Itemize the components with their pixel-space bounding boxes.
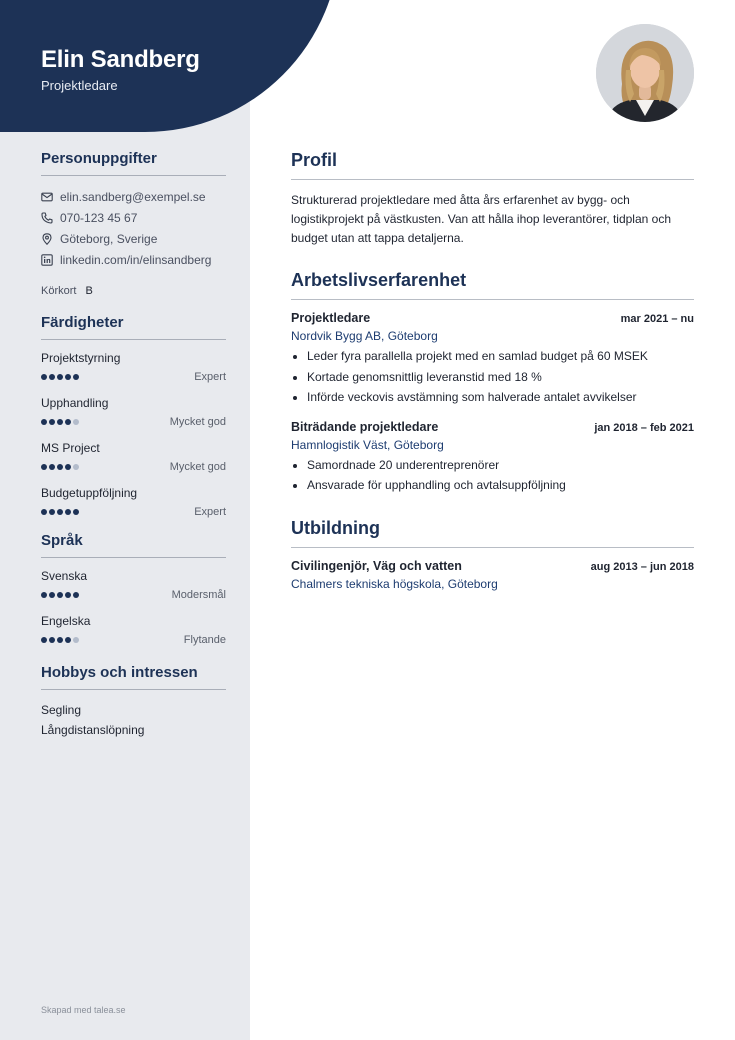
language-item — [41, 613, 226, 650]
profile-heading: Profil — [291, 150, 694, 180]
rating-dot-filled — [49, 374, 55, 380]
hobbies-heading: Hobbys och intressen — [41, 664, 226, 690]
mail-icon — [41, 191, 53, 203]
rating-dot-filled — [73, 592, 79, 598]
rating-dot-filled — [65, 419, 71, 425]
language-name: Svenska — [41, 569, 88, 583]
job-bullets — [291, 346, 694, 408]
experience-heading: Arbetslivserfarenhet — [291, 270, 694, 300]
rating-dots — [41, 419, 79, 425]
rating-dots — [41, 509, 79, 515]
license-value: B — [85, 285, 93, 297]
rating-dot-filled — [65, 592, 71, 598]
job-company: Nordvik Bygg AB, Göteborg — [291, 329, 438, 343]
rating-dot-filled — [41, 374, 47, 380]
rating-dot-filled — [73, 509, 79, 515]
contact-linkedin[interactable] — [41, 249, 226, 270]
drivers-license — [41, 282, 226, 300]
job-title: Projektledare — [291, 311, 371, 325]
rating-dot-filled — [41, 419, 47, 425]
skill-level: Mycket god — [169, 461, 226, 473]
languages-heading: Språk — [41, 532, 226, 558]
rating-dot-filled — [73, 374, 79, 380]
rating-dot-empty — [73, 464, 79, 470]
skill-level: Mycket god — [169, 416, 226, 428]
rating-dot-filled — [41, 637, 47, 643]
skill-item — [41, 440, 226, 477]
degree-title: Civilingenjör, Väg och vatten — [291, 558, 462, 573]
rating-dot-filled — [57, 419, 63, 425]
profile-photo — [596, 24, 694, 122]
education-dates: aug 2013 – jun 2018 — [590, 560, 694, 573]
rating-dot-filled — [49, 509, 55, 515]
profile-summary: Strukturerad projektledare med åtta års erfarenhet av bygg- och logistikprojekt på västkusten. Van att hålla ihop leverantörer, tidplan och budget utan att tappa detaljerna. — [291, 193, 672, 245]
job-title: Biträdande projektledare — [291, 419, 439, 434]
person-title: Projektledare — [41, 78, 118, 93]
language-level: Flytande — [183, 634, 226, 646]
contact-linkedin-text: linkedin.com/in/elinsandberg — [60, 252, 212, 267]
header — [41, 44, 331, 93]
hobby-item: Långdistanslöpning — [41, 723, 145, 737]
rating-dot-filled — [65, 374, 71, 380]
skill-item — [41, 485, 226, 522]
language-level: Modersmål — [171, 589, 226, 601]
location-pin-icon — [41, 233, 53, 245]
footer-credit: Skapad med talea.se — [41, 1005, 126, 1015]
portrait-illustration — [596, 24, 694, 122]
skill-name: MS Project — [41, 441, 100, 455]
rating-dot-filled — [65, 637, 71, 643]
job-bullet: • Införde veckovis avstämning som halverade antalet avvikelser — [307, 387, 694, 408]
rating-dot-filled — [65, 509, 71, 515]
hobby-item: Segling — [41, 703, 82, 717]
job-dates: jan 2018 – feb 2021 — [594, 421, 694, 434]
main-content — [291, 150, 694, 603]
languages-list — [41, 568, 226, 650]
language-item — [41, 568, 226, 605]
skill-name: Projektstyrning — [41, 351, 121, 365]
school-name: Chalmers tekniska högskola, Göteborg — [291, 576, 498, 591]
skill-item — [41, 395, 226, 432]
skill-name: Budgetuppföljning — [41, 486, 138, 500]
hobbies-list — [41, 700, 226, 740]
job-bullets — [291, 455, 694, 496]
rating-dot-filled — [41, 592, 47, 598]
rating-dot-filled — [65, 464, 71, 470]
rating-dots — [41, 464, 79, 470]
skills-heading: Färdigheter — [41, 314, 226, 340]
rating-dot-filled — [49, 637, 55, 643]
skill-level: Expert — [194, 506, 226, 518]
license-label: Körkort — [41, 285, 77, 297]
contact-email[interactable] — [41, 186, 226, 207]
rating-dot-filled — [49, 419, 55, 425]
skill-level: Expert — [194, 371, 226, 383]
rating-dots — [41, 637, 79, 643]
education-entry — [291, 559, 694, 591]
language-name: Engelska — [41, 614, 91, 628]
sidebar-content — [41, 150, 226, 740]
job-bullet: • Ansvarade för upphandling och avtalsuppföljning — [307, 475, 694, 496]
rating-dot-filled — [57, 464, 63, 470]
job-entry — [291, 311, 694, 408]
rating-dot-filled — [57, 592, 63, 598]
contact-location — [41, 228, 226, 249]
job-bullet: • Samordnade 20 underentreprenörer — [307, 455, 694, 476]
job-bullet: • Leder fyra parallella projekt med en samlad budget på 60 MSEK — [307, 346, 694, 367]
rating-dot-filled — [57, 637, 63, 643]
contact-phone-text: 070-123 45 67 — [60, 210, 138, 225]
skill-item — [41, 350, 226, 387]
rating-dot-filled — [57, 374, 63, 380]
person-name: Elin Sandberg — [41, 46, 200, 73]
rating-dot-filled — [57, 509, 63, 515]
contact-phone[interactable] — [41, 207, 226, 228]
rating-dots — [41, 592, 79, 598]
linkedin-icon — [41, 254, 53, 266]
job-entry — [291, 420, 694, 496]
contact-email-text: elin.sandberg@exempel.se — [60, 189, 206, 204]
rating-dots — [41, 374, 79, 380]
rating-dot-filled — [49, 464, 55, 470]
rating-dot-filled — [41, 464, 47, 470]
skills-list — [41, 350, 226, 522]
phone-icon — [41, 212, 53, 224]
job-dates: mar 2021 – nu — [620, 313, 694, 325]
rating-dot-filled — [41, 509, 47, 515]
contact-location-text: Göteborg, Sverige — [60, 231, 158, 246]
skill-name: Upphandling — [41, 396, 109, 410]
job-bullet: • Kortade genomsnittlig leveranstid med 18 % — [307, 367, 694, 388]
rating-dot-empty — [73, 419, 79, 425]
rating-dot-empty — [73, 637, 79, 643]
rating-dot-filled — [49, 592, 55, 598]
education-heading: Utbildning — [291, 518, 694, 548]
job-company: Hamnlogistik Väst, Göteborg — [291, 437, 444, 452]
contact-heading: Personuppgifter — [41, 150, 226, 176]
